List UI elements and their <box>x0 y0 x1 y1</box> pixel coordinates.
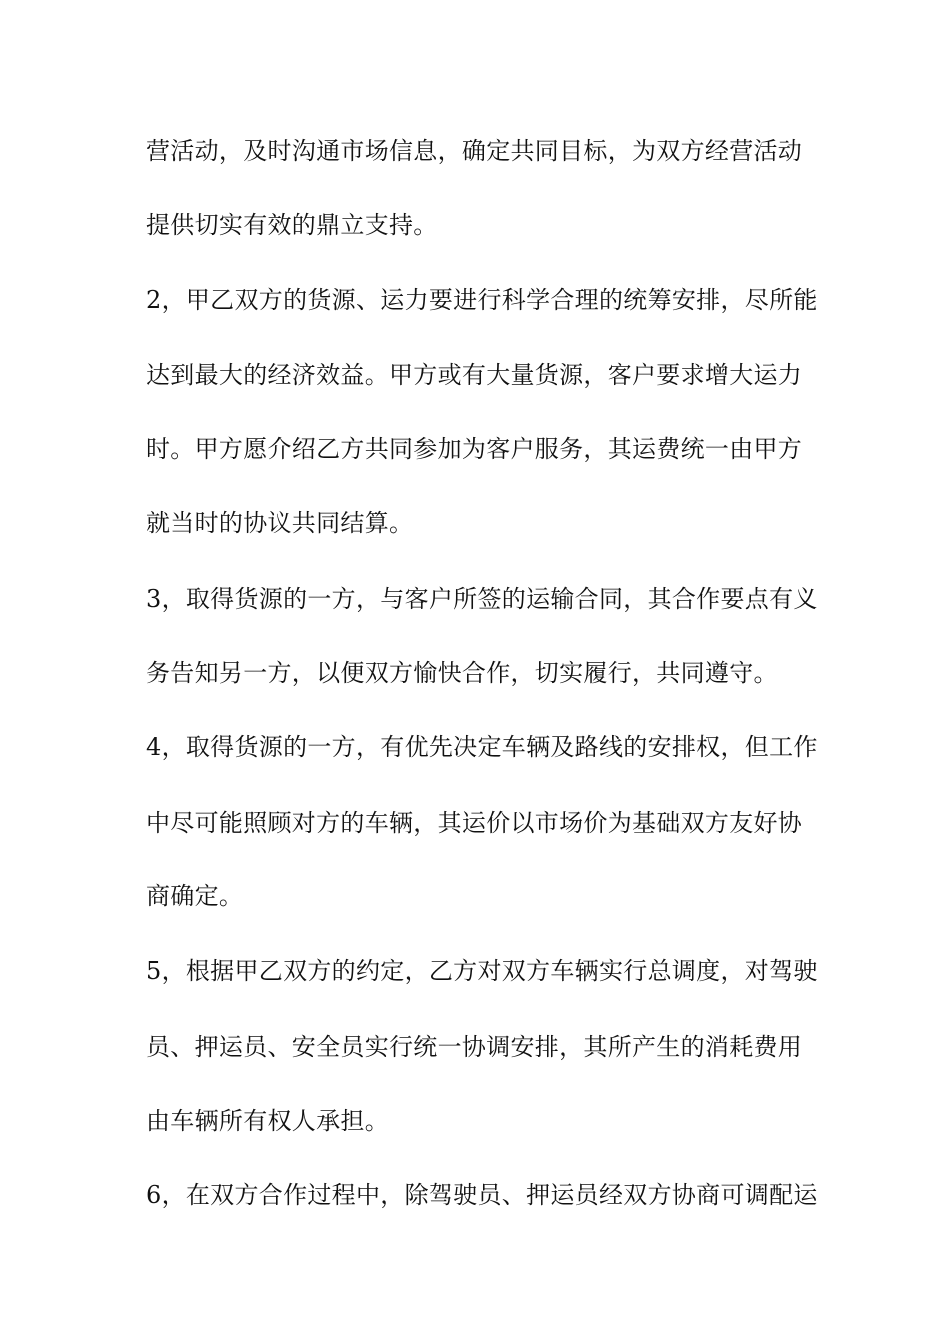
text-line: 时。甲方愿介绍乙方共同参加为客户服务，其运费统一由甲方 <box>146 435 803 463</box>
text-line: 提供切实有效的鼎立支持。 <box>146 211 438 239</box>
text-line: 4，取得货源的一方，有优先决定车辆及路线的安排权，但工作 <box>146 733 818 761</box>
text-line: 营活动，及时沟通市场信息，确定共同目标，为双方经营活动 <box>146 137 803 165</box>
text-line: 达到最大的经济效益。甲方或有大量货源，客户要求增大运力 <box>146 361 803 389</box>
text-line: 5，根据甲乙双方的约定，乙方对双方车辆实行总调度，对驾驶 <box>146 957 818 985</box>
text-line: 商确定。 <box>146 882 244 910</box>
text-line: 中尽可能照顾对方的车辆，其运价以市场价为基础双方友好协 <box>146 809 803 837</box>
text-line: 由车辆所有权人承担。 <box>146 1107 389 1135</box>
text-line: 2，甲乙双方的货源、运力要进行科学合理的统筹安排，尽所能 <box>146 286 818 314</box>
text-line: 员、押运员、安全员实行统一协调安排，其所产生的消耗费用 <box>146 1033 803 1061</box>
text-line: 就当时的协议共同结算。 <box>146 509 414 537</box>
text-line: 6，在双方合作过程中，除驾驶员、押运员经双方协商可调配运 <box>146 1181 818 1209</box>
text-line: 3，取得货源的一方，与客户所签的运输合同，其合作要点有义 <box>146 585 818 613</box>
text-line: 务告知另一方，以便双方愉快合作，切实履行，共同遵守。 <box>146 659 778 687</box>
